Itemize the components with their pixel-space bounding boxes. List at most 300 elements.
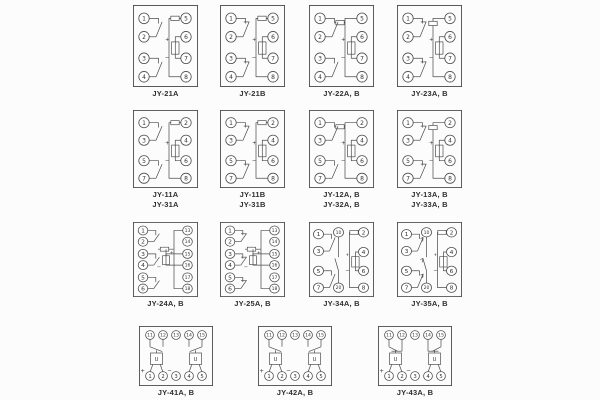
plus-sign: + — [341, 140, 346, 147]
diagram-label-jy-22ab — [309, 89, 374, 99]
contact-icon — [235, 254, 243, 259]
wire — [308, 365, 311, 372]
terminal-number: 3 — [229, 138, 233, 145]
plus-sign: + — [259, 368, 264, 375]
minus-sign: − — [433, 268, 438, 274]
terminal-number: 13 — [292, 333, 298, 339]
plus-sign: + — [379, 368, 384, 375]
contact-icon — [241, 234, 247, 242]
wire — [318, 365, 321, 372]
terminal-number: 8 — [449, 285, 454, 292]
wire — [399, 365, 402, 372]
terminal-number: 3 — [174, 373, 178, 380]
plus-sign: + — [165, 37, 170, 44]
wire — [443, 267, 446, 271]
contact-icon — [156, 164, 162, 178]
contact-icon — [323, 234, 331, 239]
diagram-label-jy-42ab — [258, 388, 332, 398]
wire — [438, 365, 441, 372]
wire — [175, 140, 181, 145]
terminal-number: 1 — [229, 120, 233, 127]
contact-arrow-icon — [420, 258, 423, 262]
contact-icon — [235, 277, 243, 282]
contact-icon — [150, 347, 162, 352]
terminal-number: 14 — [305, 333, 311, 339]
terminal-number: 2 — [449, 230, 454, 237]
terminal-number: 3 — [318, 55, 322, 63]
plus-sign: + — [345, 253, 350, 258]
terminal-number: 2 — [229, 33, 233, 42]
wire — [439, 157, 445, 161]
terminal-number: 15 — [184, 252, 191, 258]
terminal-number: 12 — [279, 333, 285, 339]
terminal-number: 4 — [318, 73, 322, 81]
schematic-jy-21b — [220, 5, 285, 87]
minus-sign: − — [243, 264, 249, 271]
schematic-jy-34ab — [309, 222, 374, 297]
schematic-jy-25ab — [220, 222, 285, 297]
contact-icon — [148, 277, 156, 282]
schematic-jy-13ab-33ab — [397, 110, 462, 188]
terminal-number: 20 — [423, 286, 430, 292]
resistor-icon — [429, 21, 437, 25]
terminal-number: 2 — [400, 373, 404, 380]
contact-icon — [149, 161, 158, 166]
schematic-jy-12ab-32ab — [309, 110, 374, 188]
wire — [262, 140, 268, 145]
wire — [351, 140, 357, 145]
contact-icon — [413, 58, 422, 63]
terminal-number: 5 — [229, 158, 233, 165]
terminal-number: 18 — [271, 287, 278, 293]
diagram-label-line: JY-41A, B — [157, 388, 195, 397]
contact-icon — [335, 258, 339, 270]
minus-sign: − — [428, 55, 434, 62]
terminal-number: 1 — [316, 232, 321, 239]
bus-wire — [174, 230, 183, 288]
wire — [351, 37, 357, 42]
terminal-number: 6 — [448, 158, 452, 165]
wire — [175, 54, 181, 58]
contact-icon — [411, 271, 419, 276]
diagram-label-jy-24ab — [133, 299, 198, 309]
terminal-number: 5 — [184, 15, 188, 23]
diagram-label-jy-11b-31b — [220, 190, 285, 210]
contact-icon — [332, 62, 338, 77]
wire — [199, 365, 202, 372]
terminal-number: 6 — [448, 33, 452, 42]
terminal-number: 8 — [448, 176, 452, 183]
diagram-label-jy-21a — [133, 89, 198, 99]
resistor-icon — [160, 247, 168, 251]
contact-icon — [325, 123, 334, 128]
minus-sign: − — [167, 368, 172, 375]
contact-icon — [330, 237, 336, 251]
terminal-number: 4 — [361, 250, 366, 256]
schematic-jy-11b-31b — [220, 110, 285, 188]
diagram-label-jy-35ab — [397, 299, 462, 309]
contact-icon — [418, 237, 424, 251]
terminal-number: 5 — [404, 268, 409, 275]
wire — [439, 140, 445, 145]
terminal-number: 7 — [360, 55, 364, 63]
plus-sign: + — [252, 37, 257, 44]
terminal-number: 5 — [271, 15, 275, 23]
minus-sign: − — [251, 158, 257, 165]
terminal-number: 1 — [142, 120, 146, 127]
terminal-number: 6 — [360, 33, 364, 42]
terminal-number: 15 — [438, 333, 444, 339]
diagram-label-line: JY-34A, B — [323, 299, 360, 308]
resistor-icon — [438, 230, 446, 234]
terminal-number: 11 — [266, 333, 272, 339]
wire — [175, 157, 181, 161]
diagram-label-line: JY-35A, B — [411, 299, 448, 308]
contact-icon — [154, 281, 160, 289]
schematic-jy-35ab — [397, 222, 462, 297]
terminal-number: 12 — [160, 333, 166, 339]
diagram-label-line: JY-12A, B — [323, 190, 360, 199]
terminal-number: 6 — [449, 268, 454, 275]
terminal-number: 6 — [141, 286, 145, 293]
terminal-number: 2 — [280, 373, 284, 380]
terminal-number: 10 — [423, 230, 430, 236]
diagram-label-line: JY-23A, B — [411, 89, 448, 98]
schematic-jy-23ab — [397, 5, 462, 87]
plus-sign: + — [256, 250, 261, 256]
terminal-number: 7 — [406, 176, 410, 183]
contact-icon — [420, 126, 426, 140]
terminal-number: 3 — [293, 373, 297, 380]
terminal-number: 17 — [271, 275, 278, 281]
wire — [175, 37, 181, 42]
terminal-number: 4 — [449, 250, 454, 256]
contact-icon — [325, 161, 334, 166]
wire — [262, 54, 268, 58]
terminal-number: 8 — [361, 285, 366, 292]
contact-icon — [423, 258, 427, 270]
terminal-number: 13 — [412, 333, 418, 339]
diagram-label-jy-41ab — [139, 388, 213, 398]
plus-sign: + — [140, 368, 145, 375]
wire — [262, 157, 268, 161]
minus-sign: − — [286, 368, 291, 375]
contact-icon — [156, 22, 162, 37]
minus-sign: − — [340, 55, 346, 62]
terminal-number: 2 — [161, 373, 165, 380]
diagram-label-line: JY-21B — [239, 89, 266, 98]
contact-icon — [411, 234, 419, 239]
wire — [439, 37, 445, 42]
terminal-number: 8 — [360, 176, 364, 183]
terminal-number: 8 — [448, 73, 452, 81]
resistor-icon — [258, 121, 266, 125]
terminal-number: 6 — [360, 158, 364, 165]
diagram-label-jy-11a-31a — [133, 190, 198, 210]
terminal-number: 6 — [361, 268, 366, 275]
terminal-number: 1 — [318, 120, 322, 127]
wire — [351, 157, 357, 161]
contact-icon — [413, 18, 422, 23]
terminal-number: 3 — [413, 373, 417, 380]
wire — [150, 365, 153, 372]
terminal-number: 15 — [199, 333, 205, 339]
wire — [279, 365, 282, 372]
schematic-jy-21a — [133, 5, 198, 87]
contact-icon — [156, 62, 162, 77]
terminal-number: 13 — [271, 229, 278, 234]
contact-icon — [149, 58, 158, 63]
contact-icon — [332, 164, 338, 178]
diagram-label-jy-34ab — [309, 299, 374, 309]
terminal-number: 1 — [267, 373, 271, 380]
resistor-icon — [247, 247, 255, 251]
diagram-label-line: JY-22A, B — [323, 89, 360, 98]
minus-sign: − — [406, 368, 411, 375]
coil-letter: U — [273, 357, 278, 364]
diagram-label-line: JY-42A, B — [276, 388, 314, 397]
terminal-number: 2 — [361, 230, 366, 237]
terminal-number: 4 — [406, 73, 410, 81]
wire — [355, 252, 358, 257]
terminal-number: 7 — [142, 176, 146, 183]
terminal-number: 10 — [335, 230, 342, 236]
terminal-number: 1 — [406, 15, 410, 23]
terminal-number: 2 — [142, 33, 146, 42]
schematic-jy-11a-31a — [133, 110, 198, 188]
diagram-label-line: JY-24A, B — [147, 299, 184, 308]
terminal-number: 2 — [318, 33, 322, 42]
resistor-icon — [258, 16, 266, 20]
contact-icon — [149, 18, 158, 23]
terminal-number: 18 — [184, 287, 191, 293]
contact-icon — [323, 271, 331, 276]
contact-icon — [433, 347, 442, 351]
resistor-icon — [171, 121, 179, 125]
schematic-jy-43ab — [378, 326, 452, 386]
diagram-label-line: JY-11A — [152, 190, 179, 199]
schematic-jy-24ab — [133, 222, 198, 297]
terminal-number: 3 — [229, 55, 233, 63]
terminal-number: 14 — [186, 333, 192, 339]
minus-sign: − — [340, 158, 346, 165]
diagram-label-jy-21b — [220, 89, 285, 99]
terminal-number: 3 — [316, 249, 321, 256]
wire — [439, 54, 445, 58]
wire — [269, 365, 272, 372]
bus-wire — [261, 230, 270, 288]
terminal-number: 3 — [142, 138, 146, 145]
contact-icon — [236, 18, 245, 23]
terminal-number: 1 — [148, 373, 152, 380]
resistor-icon — [350, 230, 358, 234]
terminal-number: 7 — [448, 55, 452, 63]
plus-sign: + — [165, 140, 170, 147]
contact-icon — [309, 347, 321, 352]
diagram-label-line: JY-31A — [152, 200, 179, 209]
diagram-label-line: JY-25A, B — [234, 299, 271, 308]
terminal-number: 1 — [387, 373, 391, 380]
terminal-number: 6 — [184, 33, 188, 42]
terminal-number: 16 — [271, 263, 278, 269]
contact-icon — [413, 161, 422, 166]
terminal-number: 4 — [141, 263, 145, 270]
terminal-number: 5 — [200, 373, 204, 380]
diagram-label-line: JY-11B — [239, 190, 266, 199]
terminal-number: 11 — [386, 333, 392, 339]
diagram-label-line: JY-21A — [152, 89, 179, 98]
wire — [428, 365, 431, 372]
minus-sign: − — [428, 158, 434, 165]
terminal-number: 17 — [184, 275, 191, 281]
wire — [262, 37, 268, 42]
contact-icon — [148, 254, 156, 259]
plus-sign: + — [429, 140, 434, 147]
coil-letter: U — [312, 357, 317, 364]
contact-icon — [243, 62, 249, 77]
contact-icon — [243, 126, 249, 140]
terminal-number: 4 — [142, 73, 146, 81]
terminal-number: 13 — [173, 333, 179, 339]
terminal-number: 20 — [335, 286, 342, 292]
contact-icon — [154, 234, 160, 242]
wire — [189, 365, 192, 372]
minus-sign: − — [164, 55, 170, 62]
minus-sign: − — [345, 268, 350, 274]
contact-icon — [148, 230, 156, 235]
diagram-label-line: JY-13A, B — [411, 190, 448, 199]
plus-sign: + — [169, 250, 174, 256]
terminal-number: 5 — [319, 373, 323, 380]
terminal-number: 5 — [142, 158, 146, 165]
terminal-number: 4 — [448, 138, 452, 145]
plus-sign: + — [252, 140, 257, 147]
contact-icon — [243, 164, 249, 178]
terminal-number: 2 — [360, 120, 364, 127]
terminal-number: 6 — [271, 33, 275, 42]
diagram-label-line: JY-31B — [239, 200, 266, 209]
terminal-number: 5 — [406, 158, 410, 165]
diagram-label-jy-25ab — [220, 299, 285, 309]
terminal-number: 5 — [448, 15, 452, 23]
plus-sign: + — [433, 253, 438, 258]
terminal-number: 1 — [141, 228, 145, 235]
contact-icon — [235, 230, 243, 235]
terminal-number: 2 — [406, 33, 410, 42]
terminal-number: 3 — [406, 138, 410, 145]
plus-sign: + — [341, 37, 346, 44]
diagram-label-jy-43ab — [378, 388, 452, 398]
contact-icon — [420, 22, 426, 37]
wire — [443, 252, 446, 257]
terminal-number: 6 — [184, 158, 188, 165]
terminal-number: 3 — [142, 55, 146, 63]
contact-icon — [190, 347, 202, 352]
terminal-number: 4 — [306, 373, 310, 380]
terminal-number: 6 — [228, 286, 232, 293]
terminal-number: 5 — [360, 15, 364, 23]
contact-icon — [236, 161, 245, 166]
minus-sign: − — [164, 158, 170, 165]
coil-letter: U — [154, 357, 159, 364]
contact-icon — [325, 18, 334, 23]
terminal-number: 2 — [448, 120, 452, 127]
terminal-number: 14 — [271, 240, 278, 246]
contact-icon — [420, 164, 426, 178]
contact-icon — [149, 123, 158, 128]
wire — [351, 54, 357, 58]
contact-icon — [243, 22, 249, 37]
coil-letter: U — [393, 357, 398, 364]
terminal-number: 5 — [316, 268, 321, 275]
schematic-jy-41ab — [139, 326, 213, 386]
terminal-number: 3 — [318, 138, 322, 145]
resistor-icon — [171, 16, 179, 20]
terminal-number: 7 — [271, 55, 275, 63]
terminal-number: 8 — [184, 176, 188, 183]
terminal-number: 4 — [184, 138, 188, 145]
diagram-label-jy-12ab-32ab — [309, 190, 374, 210]
terminal-number: 11 — [147, 333, 153, 339]
terminal-number: 6 — [271, 158, 275, 165]
contact-icon — [325, 58, 334, 63]
contact-icon — [332, 126, 338, 140]
terminal-number: 7 — [318, 176, 322, 183]
terminal-number: 5 — [318, 158, 322, 165]
contact-icon — [420, 62, 426, 77]
minus-sign: − — [251, 55, 257, 62]
terminal-number: 4 — [229, 73, 233, 81]
terminal-number: 1 — [318, 15, 322, 23]
diagram-label-line: JY-33A, B — [411, 200, 448, 209]
terminal-number: 7 — [404, 285, 409, 292]
coil-letter: U — [432, 357, 437, 364]
terminal-number: 7 — [229, 176, 233, 183]
diagram-label-jy-23ab — [397, 89, 462, 99]
resistor-icon — [429, 126, 437, 130]
terminal-number: 8 — [271, 176, 275, 183]
terminal-number: 3 — [228, 252, 232, 258]
terminal-number: 7 — [184, 55, 188, 63]
terminal-number: 12 — [399, 333, 405, 339]
terminal-number: 8 — [360, 73, 364, 81]
terminal-number: 3 — [406, 55, 410, 63]
terminal-number: 15 — [271, 252, 278, 258]
terminal-number: 7 — [316, 285, 321, 292]
contact-icon — [413, 123, 422, 128]
coil-letter: U — [193, 357, 198, 364]
terminal-number: 4 — [271, 138, 275, 145]
schematic-jy-42ab — [258, 326, 332, 386]
contact-icon — [269, 347, 281, 352]
contact-icon — [236, 58, 245, 63]
terminal-number: 16 — [184, 263, 191, 269]
wire — [389, 365, 392, 372]
terminal-number: 5 — [228, 275, 232, 282]
terminal-number: 14 — [425, 333, 431, 339]
terminal-number: 3 — [141, 252, 145, 258]
contact-icon — [332, 22, 338, 37]
terminal-number: 4 — [228, 263, 232, 270]
terminal-number: 13 — [184, 229, 191, 234]
terminal-number: 5 — [439, 373, 443, 380]
contact-icon — [236, 123, 245, 128]
contact-icon — [241, 281, 247, 289]
terminal-number: 1 — [404, 232, 409, 239]
diagram-label-jy-13ab-33ab — [397, 190, 462, 210]
terminal-number: 1 — [228, 228, 232, 235]
wire — [160, 365, 163, 372]
